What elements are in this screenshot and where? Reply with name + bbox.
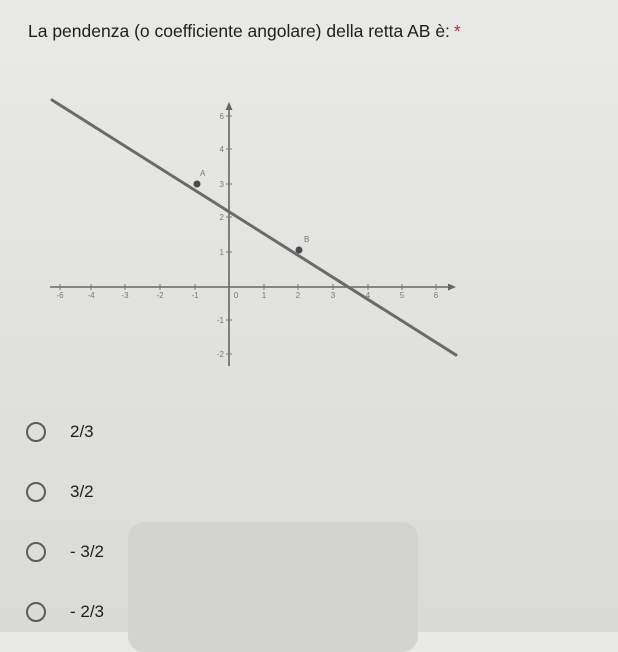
radio-button[interactable] <box>26 602 46 622</box>
option-minus-3-2[interactable] <box>26 522 326 582</box>
y-tick-label: 4 <box>219 145 224 154</box>
x-tick-label: 5 <box>399 291 405 300</box>
x-tick-label: 0 <box>233 291 239 300</box>
option-label: - 3/2 <box>70 542 105 561</box>
option-2-3[interactable] <box>26 402 326 462</box>
question-text: La pendenza (o coefficiente angolare) della retta AB è: <box>28 21 450 41</box>
y-tick-label: 6 <box>219 112 224 121</box>
point-a-label: A <box>200 169 206 178</box>
y-tick-label: -2 <box>216 350 224 359</box>
point-a <box>194 181 201 188</box>
answer-options <box>26 402 326 642</box>
point-b-label: B <box>304 235 310 244</box>
y-tick-label: 2 <box>219 213 224 222</box>
x-tick-label: -1 <box>191 291 199 300</box>
radio-button[interactable] <box>26 542 46 562</box>
x-tick-label: 3 <box>330 291 336 300</box>
y-axis-arrow <box>226 102 233 110</box>
x-tick-label: 6 <box>433 291 439 300</box>
option-label: 3/2 <box>70 482 94 501</box>
line-ab <box>52 100 456 355</box>
x-tick-label: 4 <box>365 291 371 300</box>
x-tick-label: -2 <box>156 291 164 300</box>
option-3-2[interactable] <box>26 462 326 522</box>
option-minus-2-3[interactable] <box>26 582 326 642</box>
x-tick-label: -4 <box>87 291 95 300</box>
point-b <box>296 247 303 254</box>
question-title <box>28 20 608 42</box>
y-tick-label: 3 <box>219 180 224 189</box>
radio-button[interactable] <box>26 482 46 502</box>
y-tick-label: 1 <box>219 248 224 257</box>
option-label: 2/3 <box>70 422 94 441</box>
x-tick-label: 2 <box>295 291 301 300</box>
x-axis-arrow <box>448 284 456 291</box>
radio-button[interactable] <box>26 422 46 442</box>
slope-graph <box>46 98 460 370</box>
x-tick-label: 1 <box>261 291 267 300</box>
required-asterisk: * <box>453 21 461 41</box>
x-tick-label: -3 <box>121 291 129 300</box>
y-tick-label: -1 <box>216 316 224 325</box>
x-tick-label: -6 <box>56 291 64 300</box>
option-label: - 2/3 <box>70 602 105 621</box>
